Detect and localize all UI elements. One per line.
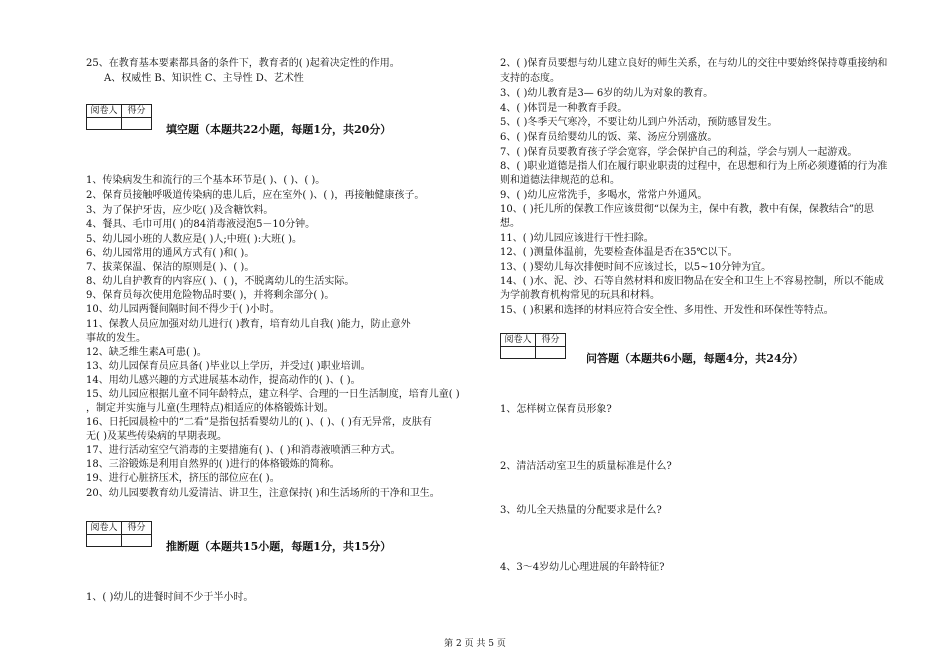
fill-item: 12、缺乏维生素A可患( )。 [86,347,207,358]
reviewer-label: 阅卷人 [501,334,536,347]
fill-item: 20、幼儿园要教育幼儿爱清洁、讲卫生，注意保持( )和生活场所的干净和卫生。 [86,488,440,499]
score-box-judge [86,521,152,547]
judge-item: 15、( )积累和选择的材料应符合安全性、多用性、开发性和环保性等特点。 [500,305,834,316]
judge-item: 3、( )幼儿教育是3— 6岁的幼儿为对象的教育。 [500,88,714,99]
fill-item: 3、为了保护牙齿，应少吃( )及含糖饮料。 [86,205,274,216]
score-box-fill [86,104,152,130]
fill-item: 8、幼儿自护教育的内容应( )、( )，不脱离幼儿的生活实际。 [86,276,355,287]
score-box-qa [500,333,566,359]
page-footer: 第 2 页 共 5 页 [444,639,506,649]
fill-item: 9、保育员每次使用危险物品时要( )，并将剩余部分( )。 [86,290,335,301]
judge-item: 支持的态度。 [500,73,560,84]
fill-item: 13、幼儿园保育员应具备( )毕业以上学历，并受过( )职业培训。 [86,361,371,372]
fill-item: 1、传染病发生和流行的三个基本环节是( )、( )、( )。 [86,175,326,186]
fill-item: 18、三浴锻炼是利用自然界的( )进行的体格锻炼的简称。 [86,459,340,470]
fill-item: ，制定并实施与儿童(生理特点)相适应的体格锻炼计划。 [86,403,334,414]
fill-item: 7、拔菜保温、保洁的原则是( )、( )。 [86,262,255,273]
section-title-judge: 推断题（本题共15小题，每题1分，共15分） [166,540,392,553]
judge-item: 10、( )托儿所的保教工作应该贯彻“以保为主，保中有教，教中有保，保教结合”的思 [500,204,874,215]
fill-item: 16、日托园晨检中的“二看”是指包括看婴幼儿的( )、( )、( )有无异常，皮肤有 [86,417,432,428]
fill-item: 无( )及某些传染病的早期表现。 [86,431,227,442]
reviewer-label: 阅卷人 [87,522,122,535]
fill-item: 10、幼儿园两餐间隔时间不得少于( )小时。 [86,304,280,315]
judge-item: 4、( )体罚是一种教育手段。 [500,103,628,114]
judge-item: 6、( )保育员给婴幼儿的饭、菜、汤应分别盛放。 [500,132,718,143]
judge-item: 11、( )幼儿园应该进行干性扫除。 [500,233,654,244]
qa-item: 4、3～4岁幼儿心理进展的年龄特征? [500,562,665,573]
judge-item: 13、( )婴幼儿每次排便时间不应该过长，以5~10分钟为宜。 [500,262,772,273]
judge-item: 12、( )测量体温前，先要检查体温是否在35℃以下。 [500,247,738,258]
judge-item: 为学前教育机构常见的玩具和材料。 [500,290,660,301]
fill-item: 5、幼儿园小班的人数应是( )人;中班( ):大班( )。 [86,234,303,245]
judge-item: 14、( )水、泥、沙、石等自然材料和废旧物品在安全和卫生上不容易控制，所以不能成 [500,276,884,287]
score-label: 得分 [121,105,152,118]
fill-item: 2、保育员接触呼吸道传染病的患儿后，应在室外( )、( )，再接触健康孩子。 [86,190,425,201]
fill-item: 14、用幼儿感兴趣的方式进展基本动作，提高动作的( )、( )。 [86,375,361,386]
fill-item: 17、进行活动室空气消毒的主要措施有( )、( )和消毒液喷洒三种方式。 [86,445,401,456]
fill-item: 4、餐具、毛巾可用( )的84消毒液浸泡5－10分钟。 [86,219,316,230]
qa-item: 2、清洁活动室卫生的质量标准是什么? [500,461,672,472]
score-label: 得分 [535,334,566,347]
question-25-options: A、权威性 B、知识性 C、主导性 D、艺术性 [104,73,304,84]
fill-item: 19、进行心脏挤压术，挤压的部位应在( )。 [86,473,280,484]
judge-item: 则和道德法律规范的总和。 [500,175,620,186]
section-title-fill: 填空题（本题共22小题，每题1分，共20分） [166,123,392,136]
score-box-divider [535,346,536,359]
judge-item: 想。 [500,218,520,229]
judge-item: 9、( )幼儿应常洗手，多喝水，常常户外通风。 [500,190,708,201]
judge-item: 7、( )保育员要教育孩子学会宽容，学会保护自己的利益，学会与别人一起游戏。 [500,147,858,158]
qa-item: 3、幼儿全天热量的分配要求是什么? [500,505,662,516]
judge-item: 8、( )职业道德是指人们在履行职业职责的过程中，在思想和行为上所必须遵循的行为准 [500,161,888,172]
fill-item: 11、保教人员应加强对幼儿进行( )教育，培育幼儿自我( )能力，防止意外 [86,319,411,330]
judge-item: 5、( )冬季天气寒冷，不要让幼儿到户外活动，预防感冒发生。 [500,117,778,128]
judge-item: 1、( )幼儿的进餐时间不少于半小时。 [86,592,254,603]
section-title-qa: 问答题（本题共6小题，每题4分，共24分） [586,352,804,365]
score-label: 得分 [121,522,152,535]
fill-item: 事故的发生。 [86,333,146,344]
score-box-divider [121,117,122,130]
reviewer-label: 阅卷人 [87,105,122,118]
fill-item: 15、幼儿园应根据儿童不同年龄特点，建立科学、合理的一日生活制度，培育儿童( ) [86,389,460,400]
question-25: 25、在教育基本要素都具备的条件下，教育者的( )起着决定性的作用。 [86,58,400,69]
qa-item: 1、怎样树立保育员形象? [500,404,612,415]
fill-item: 6、幼儿园常用的通风方式有( )和( )。 [86,248,255,259]
score-box-divider [121,534,122,547]
judge-item: 2、( )保育员要想与幼儿建立良好的师生关系，在与幼儿的交往中要始终保持尊重接纳和 [500,58,888,69]
